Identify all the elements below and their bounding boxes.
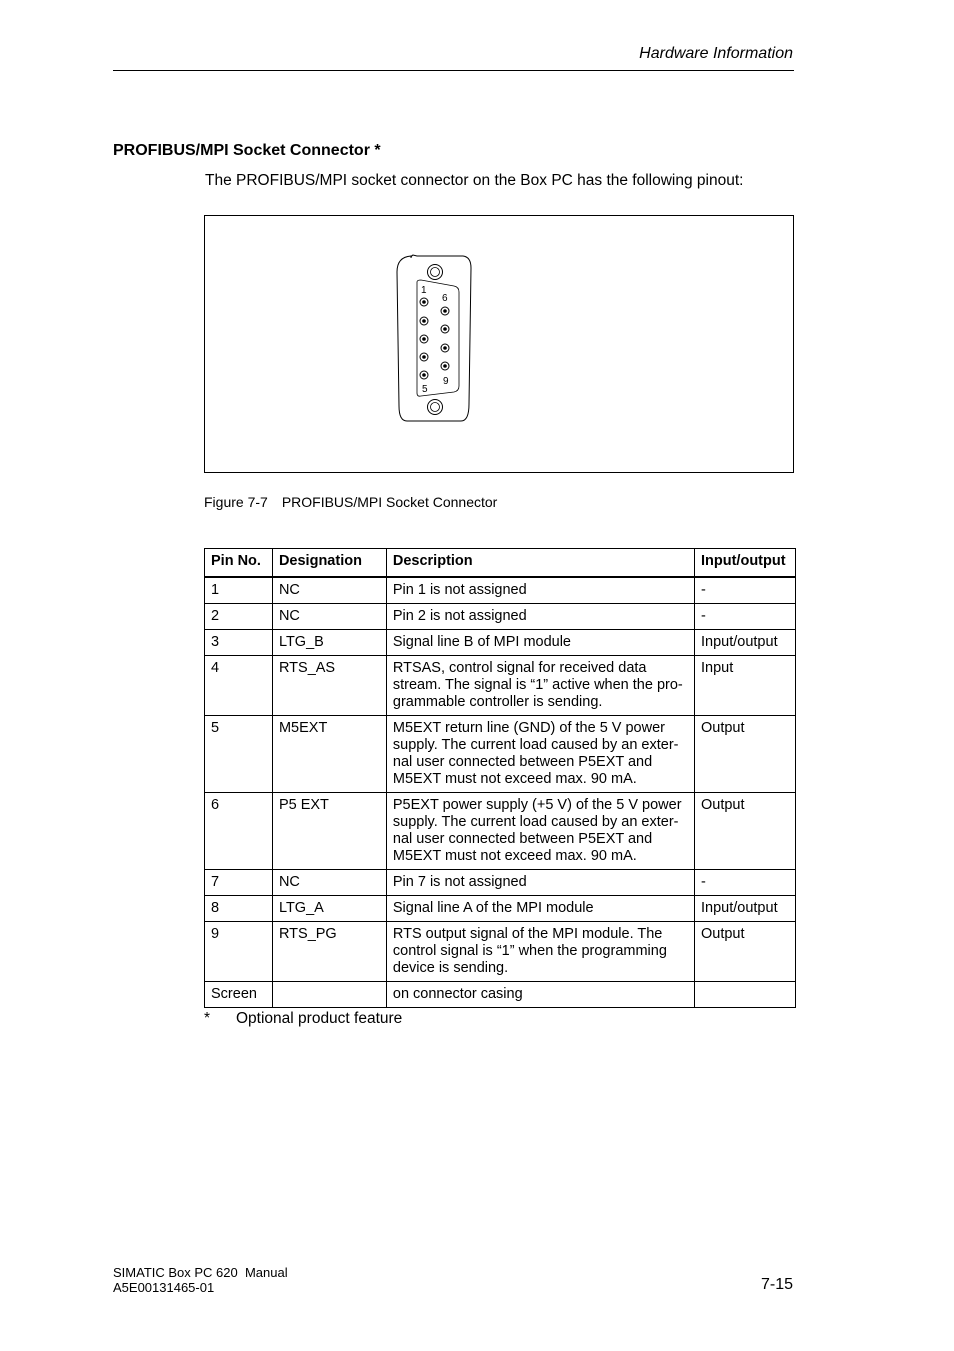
table-row (205, 982, 796, 1008)
description-cell: Signal line A of the MPI module (386, 896, 694, 922)
pin-cell: 7 (205, 870, 273, 896)
description-cell: Pin 1 is not assigned (386, 577, 694, 604)
header-pin-no: Pin No. (205, 549, 273, 578)
pinout-table (204, 548, 796, 1008)
description-cell: Pin 7 is not assigned (386, 870, 694, 896)
section-title: PROFIBUS/MPI Socket Connector * (113, 142, 381, 159)
io-cell: Output (695, 793, 796, 870)
io-cell: - (695, 870, 796, 896)
footer-order-number: A5E00131465-01 (113, 1280, 215, 1295)
header-input-output: Input/output (695, 549, 796, 578)
description-cell: M5EXT return line (GND) of the 5 V power supply. The current load caused by an exter-nal user connected between P5EXT and M5EXT must not exceed max. 90 mA. (386, 716, 694, 793)
designation-cell: RTS_AS (272, 656, 386, 716)
io-cell: - (695, 604, 796, 630)
pin-label-6: 6 (442, 293, 448, 304)
io-cell: Output (695, 922, 796, 982)
pin-8 (441, 344, 449, 352)
io-cell: Input/output (695, 630, 796, 656)
pin-cell: 8 (205, 896, 273, 922)
pin-9 (441, 362, 449, 370)
footnote (204, 1010, 402, 1028)
pin-cell: 6 (205, 793, 273, 870)
designation-cell: M5EXT (272, 716, 386, 793)
page-number: 7-15 (760, 1276, 793, 1293)
table-row (205, 870, 796, 896)
pin-cell: 9 (205, 922, 273, 982)
description-cell: Signal line B of MPI module (386, 630, 694, 656)
pin-cell: Screen (205, 982, 273, 1008)
description-cell: RTS output signal of the MPI module. The control signal is “1” when the programming device is sending. (386, 922, 694, 982)
table-row (205, 922, 796, 982)
header-title: Hardware Information (639, 45, 793, 62)
designation-cell: NC (272, 577, 386, 604)
io-cell: Input (695, 656, 796, 716)
description-cell: on connector casing (386, 982, 694, 1008)
header-designation: Designation (272, 549, 386, 578)
designation-cell: NC (272, 604, 386, 630)
io-cell (695, 982, 796, 1008)
pin-cell: 3 (205, 630, 273, 656)
pin-3 (420, 335, 428, 343)
io-cell: - (695, 577, 796, 604)
pin-cell: 1 (205, 577, 273, 604)
sub-d-connector-diagram (205, 216, 793, 472)
description-cell: P5EXT power supply (+5 V) of the 5 V power supply. The current load caused by an exter-nal user connected between P5EXT and M5EXT must not exceed max. 90 mA. (386, 793, 694, 870)
pin-5 (420, 371, 428, 379)
pin-4 (420, 353, 428, 361)
designation-cell: RTS_PG (272, 922, 386, 982)
table-row (205, 656, 796, 716)
pin-cell: 2 (205, 604, 273, 630)
figure-caption-number: Figure 7-7 (204, 494, 268, 510)
footnote-marker: * (204, 1010, 211, 1027)
table-row (205, 604, 796, 630)
pin-label-9: 9 (443, 376, 449, 387)
pin-cell: 5 (205, 716, 273, 793)
table-header-row (205, 549, 796, 578)
table-row (205, 793, 796, 870)
pin-label-5: 5 (422, 384, 428, 395)
designation-cell: NC (272, 870, 386, 896)
intro-paragraph: The PROFIBUS/MPI socket connector on the Box PC has the following pinout: (205, 172, 744, 189)
pin-label-1: 1 (421, 285, 427, 296)
figure-caption (204, 494, 497, 510)
pin-6 (441, 307, 449, 315)
pin-cell: 4 (205, 656, 273, 716)
table-row (205, 896, 796, 922)
table-row (205, 630, 796, 656)
figure-frame (204, 215, 794, 473)
table-row (205, 716, 796, 793)
header-description: Description (386, 549, 694, 578)
description-cell: Pin 2 is not assigned (386, 604, 694, 630)
designation-cell: P5 EXT (272, 793, 386, 870)
pin-2 (420, 317, 428, 325)
pin-1 (420, 298, 428, 306)
footer-manual-title: SIMATIC Box PC 620 Manual (113, 1265, 288, 1280)
table-row (205, 577, 796, 604)
designation-cell: LTG_A (272, 896, 386, 922)
io-cell: Output (695, 716, 796, 793)
figure-caption-text: PROFIBUS/MPI Socket Connector (281, 494, 498, 510)
designation-cell: LTG_B (272, 630, 386, 656)
io-cell: Input/output (695, 896, 796, 922)
header-rule (113, 70, 794, 71)
description-cell: RTSAS, control signal for received data stream. The signal is “1” active when the pro-grammable controller is sending. (386, 656, 694, 716)
screw-top-icon (428, 265, 443, 280)
screw-bottom-icon (428, 400, 443, 415)
footer-manual-info (113, 1265, 288, 1295)
designation-cell (272, 982, 386, 1008)
footnote-text: Optional product feature (236, 1010, 403, 1027)
pin-7 (441, 325, 449, 333)
